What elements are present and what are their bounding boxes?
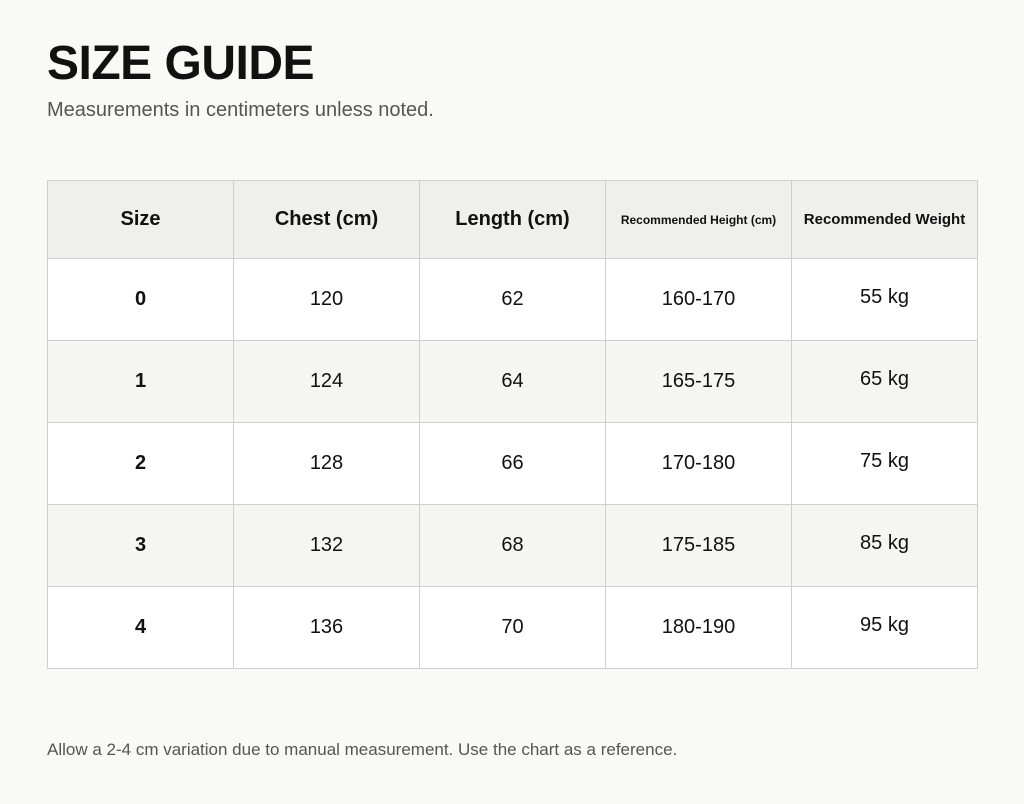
size-cell: 2 <box>48 423 234 505</box>
header-size: Size <box>48 181 234 259</box>
length-cell: 62 <box>420 259 606 341</box>
size-cell: 1 <box>48 341 234 423</box>
height-cell: 165-175 <box>606 341 792 423</box>
weight-cell: 55 kg <box>792 259 978 341</box>
height-cell: 160-170 <box>606 259 792 341</box>
size-table <box>47 180 978 669</box>
header-recommended-height: Recommended Height (cm) <box>606 181 792 259</box>
header-recommended-weight: Recommended Weight <box>792 181 978 259</box>
size-cell: 3 <box>48 505 234 587</box>
table-header <box>48 181 978 259</box>
table-row <box>48 341 978 423</box>
table-row <box>48 505 978 587</box>
table-row <box>48 587 978 669</box>
height-cell: 175-185 <box>606 505 792 587</box>
weight-cell: 65 kg <box>792 341 978 423</box>
weight-cell: 95 kg <box>792 587 978 669</box>
page-title: SIZE GUIDE <box>47 37 315 90</box>
height-cell: 170-180 <box>606 423 792 505</box>
chest-cell: 128 <box>234 423 420 505</box>
table-body <box>48 259 978 669</box>
table-row <box>48 259 978 341</box>
table-row <box>48 423 978 505</box>
height-cell: 180-190 <box>606 587 792 669</box>
page-subtitle: Measurements in centimeters unless noted. <box>47 99 434 121</box>
chest-cell: 132 <box>234 505 420 587</box>
footnote: Allow a 2-4 cm variation due to manual measurement. Use the chart as a reference. <box>47 740 678 759</box>
chest-cell: 120 <box>234 259 420 341</box>
length-cell: 68 <box>420 505 606 587</box>
chest-cell: 124 <box>234 341 420 423</box>
weight-cell: 85 kg <box>792 505 978 587</box>
size-cell: 4 <box>48 587 234 669</box>
header-length: Length (cm) <box>420 181 606 259</box>
length-cell: 70 <box>420 587 606 669</box>
header-chest: Chest (cm) <box>234 181 420 259</box>
weight-cell: 75 kg <box>792 423 978 505</box>
size-cell: 0 <box>48 259 234 341</box>
chest-cell: 136 <box>234 587 420 669</box>
length-cell: 64 <box>420 341 606 423</box>
table-header-row <box>48 181 978 259</box>
length-cell: 66 <box>420 423 606 505</box>
